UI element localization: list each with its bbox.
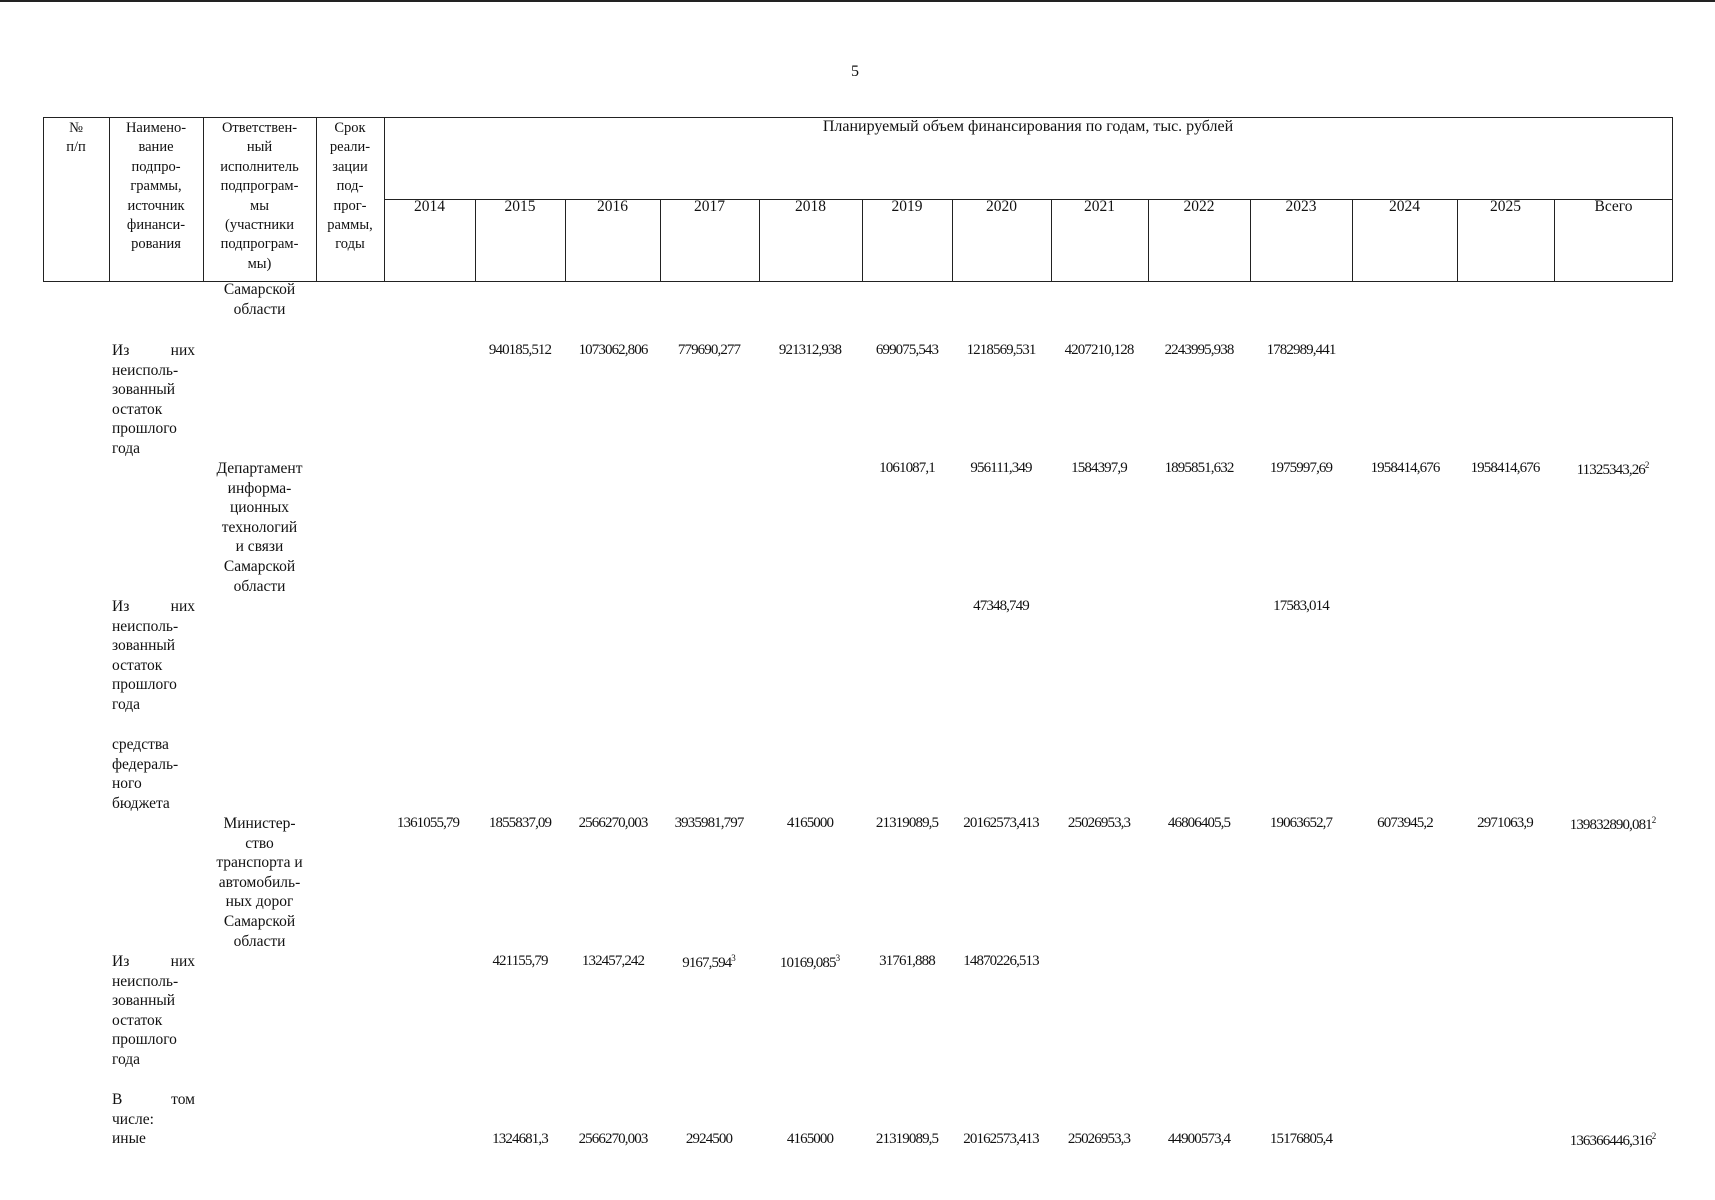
col-term-header: Срок реали- зации под- прог- раммы, годы	[327, 120, 373, 253]
table-cell: 20162573,413	[963, 1131, 1039, 1147]
executor-cell: Самарской области	[223, 281, 296, 318]
table-cell: 2566270,003	[578, 815, 648, 831]
table-cell: 421155,79	[492, 953, 548, 969]
table-cell: 4207210,128	[1064, 342, 1134, 358]
row-label: Из них неисполь- зованный остаток прошлого года	[112, 598, 195, 713]
table-cell: 25026953,3	[1067, 1131, 1131, 1147]
col-executor-header: Ответствен- ный исполнитель подпрограм- мы (участники подпрограм- мы)	[220, 120, 299, 272]
year-header-2024: 2024	[1389, 198, 1420, 215]
table-cell: 1218569,531	[966, 342, 1036, 358]
table-cell: 1584397,9	[1071, 460, 1127, 476]
table-cell: 4165000	[786, 1131, 834, 1147]
table-cell: 1855837,09	[488, 815, 552, 831]
table-cell: 1958414,676	[1470, 460, 1540, 476]
table-cell: 2243995,938	[1164, 342, 1234, 358]
year-header-2017: 2017	[694, 198, 725, 215]
table-cell: 20162573,413	[963, 815, 1039, 831]
table-cell: 21319089,5	[875, 815, 939, 831]
table-cell: 6073945,2	[1377, 815, 1433, 831]
executor-cell: Департамент информа- ционных технологий и связи Самарской области	[216, 460, 303, 595]
table-cell: 921312,938	[778, 342, 842, 358]
year-header-2015: 2015	[504, 198, 536, 215]
year-header-2021: 2021	[1084, 198, 1115, 215]
row-label: В том числе: иные	[112, 1091, 195, 1148]
year-header-2019: 2019	[891, 198, 923, 215]
table-cell: 2971063,9	[1477, 815, 1533, 831]
table-cell: 47348,749	[973, 598, 1029, 614]
page-number: 5	[851, 63, 859, 80]
table-cell: 44900573,4	[1167, 1131, 1231, 1147]
year-header-2020: 2020	[986, 198, 1017, 215]
table-cell: 25026953,3	[1067, 815, 1131, 831]
col-num-header: № п/п	[66, 120, 86, 156]
table-cell: 132457,242	[581, 953, 645, 969]
table-cell: 779690,277	[677, 342, 741, 358]
table-cell: 1061087,1	[879, 460, 935, 476]
year-header-2022: 2022	[1183, 198, 1215, 215]
table-cell: 21319089,5	[875, 1131, 939, 1147]
executor-cell: Министер- ство транспорта и автомобиль- ных дорог Самарской области	[216, 815, 303, 950]
table-cell: 1895851,632	[1164, 460, 1234, 476]
table-cell: 1782989,441	[1266, 342, 1336, 358]
year-header-2016: 2016	[597, 198, 628, 215]
year-header-2014: 2014	[414, 198, 445, 215]
table-cell: 19063652,7	[1269, 815, 1333, 831]
table-cell-total: 11325343,26$^2$	[1576, 460, 1650, 478]
table-cell: 10169,085$^3$	[779, 953, 841, 971]
row-label: Из них неисполь- зованный остаток прошлого года	[112, 953, 195, 1068]
row-label: Из них неисполь- зованный остаток прошлого года	[112, 342, 195, 457]
year-header-2025: 2025	[1490, 198, 1521, 215]
table-cell: 1361055,79	[396, 815, 460, 831]
table-cell: 2924500	[685, 1131, 733, 1147]
table-cell: 1975997,69	[1269, 460, 1333, 476]
year-header-2023: 2023	[1285, 198, 1317, 215]
table-cell: 3935981,797	[674, 815, 744, 831]
table-cell: 46806405,5	[1167, 815, 1231, 831]
col-name-header: Наимено- вание подпро- граммы, источник финанси- рования	[125, 120, 187, 253]
table-cell: 1073062,806	[578, 342, 648, 358]
table-cell: 14870226,513	[963, 953, 1039, 969]
table-cell: 31761,888	[879, 953, 935, 969]
funding-title: Планируемый объем финансирования по годам, тыс. рублей	[822, 118, 1234, 135]
table-cell: 956111,349	[970, 460, 1032, 476]
table-cell: 1958414,676	[1370, 460, 1440, 476]
row-label: средства федераль- ного бюджета	[112, 736, 179, 812]
table-cell: 4165000	[786, 815, 834, 831]
table-cell: 699075,543	[875, 342, 939, 358]
table-cell: 17583,014	[1273, 598, 1329, 614]
table-cell: 1324681,3	[492, 1131, 548, 1147]
table-cell: 15176805,4	[1269, 1131, 1333, 1147]
table-cell: 940185,512	[488, 342, 552, 358]
table-cell-total: 136366446,316$^2$	[1569, 1131, 1657, 1149]
year-header-total: Всего	[1594, 198, 1633, 215]
year-header-2018: 2018	[795, 198, 826, 215]
table-cell-total: 139832890,081$^2$	[1569, 815, 1657, 833]
page-top-border	[0, 0, 1715, 2]
table-cell: 9167,594$^3$	[682, 953, 736, 971]
table-cell: 2566270,003	[578, 1131, 648, 1147]
